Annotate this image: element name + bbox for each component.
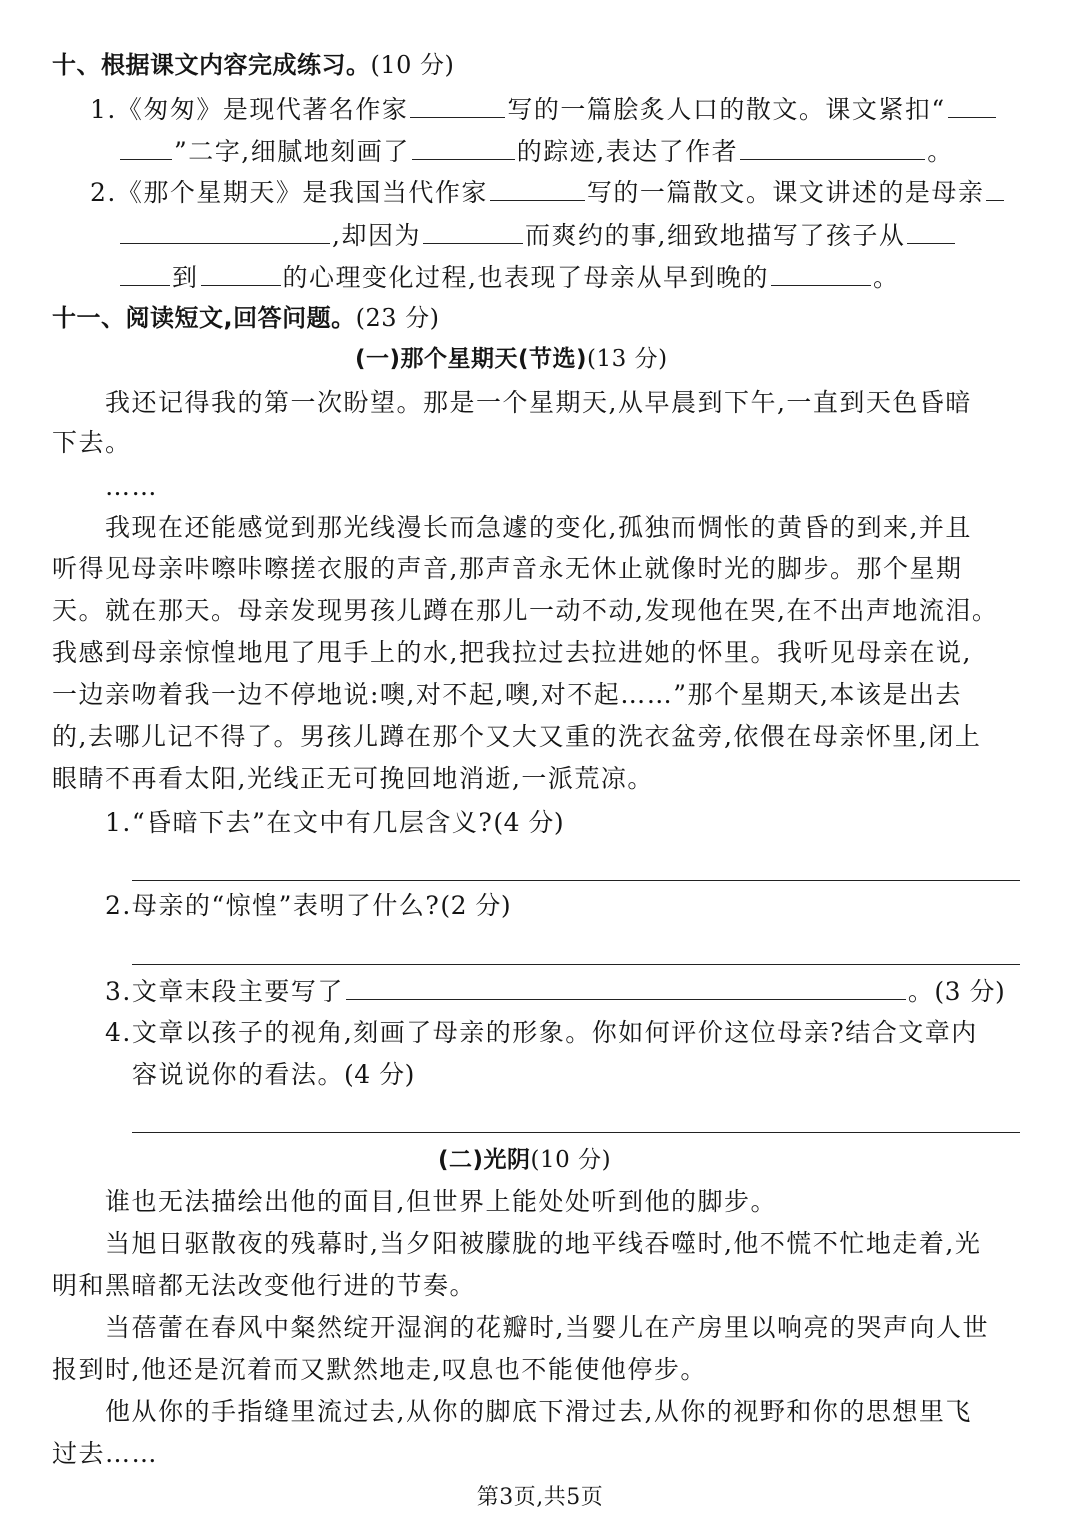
- passage-2-line: 明和黑暗都无法改变他行进的节奏。: [52, 1271, 477, 1300]
- blank-keyword-a[interactable]: [948, 91, 996, 118]
- section-11-heading: 十一、阅读短文,回答问题。(23 分): [52, 304, 440, 332]
- blank-author[interactable]: [410, 91, 505, 118]
- blank-feeling[interactable]: [740, 133, 925, 160]
- answer-line-q4[interactable]: [132, 1132, 1020, 1133]
- passage-2-line: 当旭日驱散夜的残幕时,当夕阳被朦胧的地平线吞噬时,他不慌不忙地走着,光: [105, 1229, 982, 1258]
- sec10-q1-line2: ”二字,细腻地刻画了 的踪迹,表达了作者 。: [118, 133, 954, 169]
- passage-1-ellipsis: ……: [105, 472, 158, 501]
- question-1: 1.“昏暗下去”在文中有几层含义?(4 分): [105, 808, 565, 837]
- passage-1-line: 眼睛不再看太阳,光线正无可挽回地消逝,一派荒凉。: [52, 764, 654, 793]
- section-10-heading: 十、根据课文内容完成练习。(10 分): [52, 51, 455, 79]
- passage-2-line: 他从你的手指缝里流过去,从你的脚底下滑过去,从你的视野和你的思想里飞: [105, 1397, 972, 1426]
- blank-mother-a[interactable]: [986, 174, 1004, 201]
- answer-blank-q3[interactable]: [346, 973, 906, 1000]
- blank-from-a[interactable]: [907, 217, 955, 244]
- question-2: 2.母亲的“惊惶”表明了什么?(2 分): [105, 891, 512, 920]
- passage-2-line: 当蓓蕾在春风中粲然绽开湿润的花瓣时,当婴儿在产房里以响亮的哭声向人世: [105, 1313, 989, 1342]
- passage-1-line: 我还记得我的第一次盼望。那是一个星期天,从早晨到下午,一直到天色昏暗: [105, 388, 972, 417]
- passage-1-line: 下去。: [52, 428, 132, 457]
- question-3: 3.文章末段主要写了 。(3 分): [105, 973, 1005, 1009]
- answer-line-q1[interactable]: [132, 880, 1020, 881]
- passage-1-line: 天。就在那天。母亲发现男孩儿蹲在那儿一动不动,发现他在哭,在不出声地流泪。: [52, 596, 999, 625]
- passage-1-line: 一边亲吻着我一边不停地说:噢,对不起,噢,对不起……”那个星期天,本该是出去: [52, 680, 962, 709]
- answer-line-q2[interactable]: [132, 964, 1020, 965]
- blank-reason[interactable]: [423, 217, 523, 244]
- passage-1-line: 我现在还能感觉到那光线漫长而急遽的变化,孤独而惆怅的黄昏的到来,并且: [105, 513, 972, 542]
- blank-to[interactable]: [201, 259, 281, 286]
- passage-2-line: 过去……: [52, 1439, 159, 1468]
- question-4-cont: 容说说你的看法。(4 分): [132, 1060, 415, 1089]
- blank-mother-b[interactable]: [120, 217, 330, 244]
- sec10-q2-line2: ,却因为 而爽约的事,细致地描写了孩子从: [118, 217, 957, 253]
- sec10-q1-line1: 1.《匆匆》是现代著名作家 写的一篇脍炙人口的散文。课文紧扣“: [90, 91, 998, 127]
- passage-2-line: 报到时,他还是沉着而又默然地走,叹息也不能使他停步。: [52, 1355, 707, 1384]
- blank-trace[interactable]: [412, 133, 515, 160]
- question-4: 4.文章以孩子的视角,刻画了母亲的形象。你如何评价这位母亲?结合文章内: [105, 1018, 978, 1047]
- sec10-q2-line3: 到 的心理变化过程,也表现了母亲从早到晚的 。: [118, 259, 899, 295]
- passage-1-line: 听得见母亲咔嚓咔嚓搓衣服的声音,那声音永无休止就像时光的脚步。那个星期: [52, 554, 963, 583]
- blank-from-morning[interactable]: [771, 259, 871, 286]
- sec10-q2-line1: 2.《那个星期天》是我国当代作家 写的一篇散文。课文讲述的是母亲: [90, 174, 1006, 210]
- blank-from-b[interactable]: [120, 259, 170, 286]
- passage-1-title: (一)那个星期天(节选)(13 分): [355, 346, 668, 372]
- blank-author-2[interactable]: [490, 174, 585, 201]
- page-number: 第3页,共5页: [476, 1485, 604, 1510]
- passage-1-line: 的,去哪儿记不得了。男孩儿蹲在那个又大又重的洗衣盆旁,依偎在母亲怀里,闭上: [52, 722, 982, 751]
- blank-keyword-b[interactable]: [120, 133, 172, 160]
- passage-2-title: (二)光阴(10 分): [438, 1147, 612, 1173]
- passage-2-line: 谁也无法描绘出他的面目,但世界上能处处听到他的脚步。: [105, 1187, 777, 1216]
- passage-1-line: 我感到母亲惊惶地甩了甩手上的水,把我拉过去拉进她的怀里。我听见母亲在说,: [52, 638, 972, 667]
